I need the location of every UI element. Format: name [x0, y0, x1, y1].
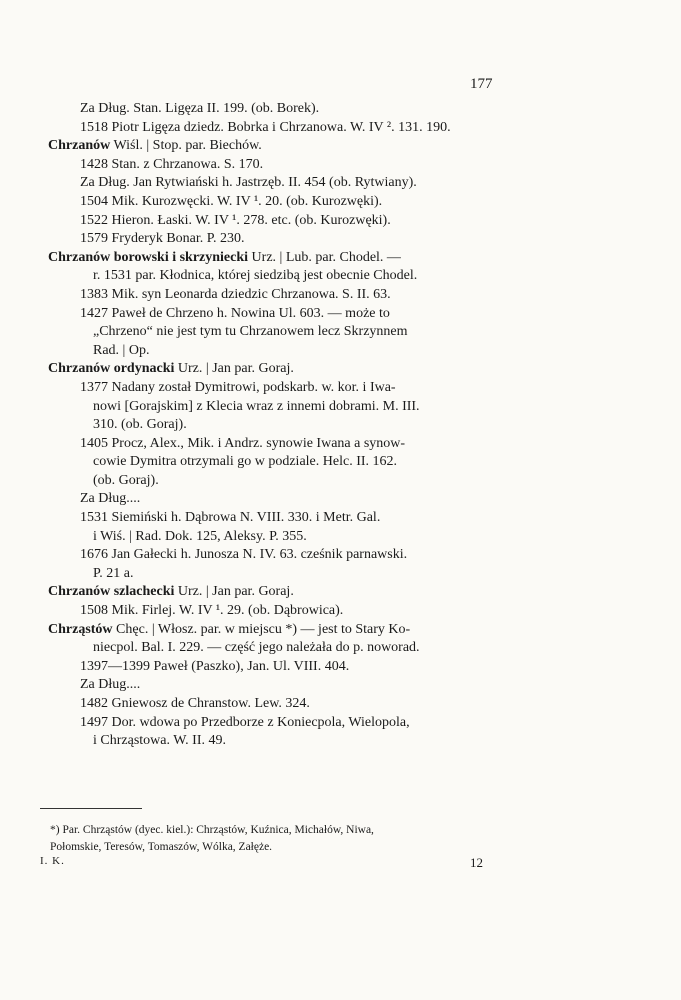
footnote-line: Połomskie, Teresów, Tomaszów, Wólka, Załęże.	[50, 841, 273, 853]
entry-line	[48, 565, 508, 584]
entry-text: 1676 Jan Gałecki h. Junosza N. IV. 63. cześnik parnawski.	[80, 547, 408, 563]
entry-heading-line	[48, 360, 508, 379]
entry-text: 1377 Nadany został Dymitrowi, podskarb. w. kor. i Iwa-	[80, 379, 396, 395]
entry-text: Za Dług....	[80, 677, 141, 693]
entry-text: Urz. | Jan par. Goraj.	[174, 361, 294, 377]
entry-line	[48, 174, 508, 193]
gazetteer-entries	[48, 100, 508, 751]
entry-line	[48, 695, 508, 714]
entry-line	[48, 212, 508, 231]
entry-line	[48, 286, 508, 305]
entry-text: Za Dług....	[80, 491, 141, 507]
entry-text: Urz. | Jan par. Goraj.	[174, 584, 294, 600]
entry-text: (ob. Goraj).	[93, 472, 159, 488]
entry-line	[48, 193, 508, 212]
entry-line	[48, 472, 508, 491]
entry-heading-line	[48, 583, 508, 602]
entry-text: 1531 Siemiński h. Dąbrowa N. VIII. 330. i Metr. Gal.	[80, 510, 381, 526]
entry-line	[48, 156, 508, 175]
entry-text: 1428 Stan. z Chrzanowa. S. 170.	[80, 156, 264, 172]
footnote	[50, 822, 500, 856]
entry-text: i Wiś. | Rad. Dok. 125, Aleksy. P. 355.	[93, 528, 307, 544]
entry-line	[48, 435, 508, 454]
entry-text: Urz. | Lub. par. Chodel. —	[248, 249, 401, 265]
entry-text: Za Dług. Stan. Ligęza II. 199. (ob. Borek).	[80, 101, 320, 116]
entry-text: 1405 Procz, Alex., Mik. i Andrz. synowie Iwana a synow-	[80, 435, 406, 451]
entry-line	[48, 119, 508, 138]
footnote-line: *) Par. Chrząstów (dyec. kiel.): Chrząstów, Kuźnica, Michałów, Niwa,	[50, 824, 374, 836]
entry-text: 1522 Hieron. Łaski. W. IV ¹. 278. etc. (ob. Kurozwęki).	[80, 212, 391, 228]
place-name: Chrzanów ordynacki	[48, 361, 175, 377]
place-name: Chrzanów borowski i skrzyniecki	[48, 249, 249, 265]
entry-text: 1482 Gniewosz de Chranstow. Lew. 324.	[80, 696, 310, 711]
entry-text: Rad. | Op.	[93, 342, 150, 358]
entry-text: niecpol. Bal. I. 229. — część jego należała do p. noworad.	[93, 640, 420, 656]
entry-line	[48, 490, 508, 509]
entry-text: „Chrzeno“ nie jest tym tu Chrzanowem lecz Skrzynnem	[93, 324, 408, 340]
entry-line	[48, 676, 508, 695]
entry-line	[48, 453, 508, 472]
entry-text: Wiśl. | Stop. par. Biechów.	[110, 138, 262, 154]
entry-text: 1427 Paweł de Chrzeno h. Nowina Ul. 603. — może to	[80, 305, 390, 321]
place-name: Chrząstów	[48, 621, 113, 637]
entry-text: i Chrząstowa. W. II. 49.	[93, 733, 226, 749]
entry-line	[48, 100, 508, 119]
entry-line	[48, 602, 508, 621]
entry-text: Za Dług. Jan Rytwiański h. Jastrzęb. II. 454 (ob. Rytwiany).	[80, 175, 417, 191]
entry-line	[48, 379, 508, 398]
entry-text: cowie Dymitra otrzymali go w podziale. Helc. II. 162.	[93, 454, 398, 470]
entry-line	[48, 323, 508, 342]
entry-line	[48, 509, 508, 528]
entry-text: 1497 Dor. wdowa po Przedborze z Koniecpola, Wielopola,	[80, 714, 410, 730]
entry-heading-line	[48, 249, 508, 268]
entry-line	[48, 658, 508, 677]
entry-line	[48, 528, 508, 547]
entry-text: 1518 Piotr Ligęza dziedz. Bobrka i Chrzanowa. W. IV ². 131. 190.	[80, 119, 451, 135]
place-name: Chrzanów szlachecki	[48, 584, 175, 600]
place-name: Chrzanów	[48, 138, 111, 154]
printer-signature: I. K.	[40, 855, 65, 867]
entry-text: nowi [Gorajskim] z Klecia wraz z innemi dobrami. M. III.	[93, 398, 420, 414]
entry-text: P. 21 a.	[93, 565, 134, 581]
entry-line	[48, 546, 508, 565]
entry-line	[48, 305, 508, 324]
entry-text: 1508 Mik. Firlej. W. IV ¹. 29. (ob. Dąbrowica).	[80, 603, 344, 619]
footnote-rule	[40, 808, 142, 809]
entry-line	[48, 267, 508, 286]
entry-text: Chęc. | Włosz. par. w miejscu *) — jest to Stary Ko-	[112, 621, 411, 637]
entry-line	[48, 342, 508, 361]
sheet-folio: 12	[470, 855, 483, 870]
entry-text: 310. (ob. Goraj).	[93, 417, 187, 433]
page-number: 177	[470, 76, 493, 92]
entry-line	[48, 714, 508, 733]
entry-line	[48, 639, 508, 658]
entry-text: 1504 Mik. Kurozwęcki. W. IV ¹. 20. (ob. Kurozwęki).	[80, 193, 383, 209]
entry-line	[48, 416, 508, 435]
entry-text: 1397—1399 Paweł (Paszko), Jan. Ul. VIII. 404.	[80, 658, 350, 674]
entry-line	[48, 732, 508, 751]
entry-text: r. 1531 par. Kłodnica, której siedzibą jest obecnie Chodel.	[93, 268, 418, 284]
entry-heading-line	[48, 137, 508, 156]
entry-line	[48, 398, 508, 417]
entry-text: 1383 Mik. syn Leonarda dziedzic Chrzanowa. S. II. 63.	[80, 286, 391, 302]
entry-text: 1579 Fryderyk Bonar. P. 230.	[80, 231, 245, 247]
entry-line	[48, 230, 508, 249]
entry-heading-line	[48, 621, 508, 640]
